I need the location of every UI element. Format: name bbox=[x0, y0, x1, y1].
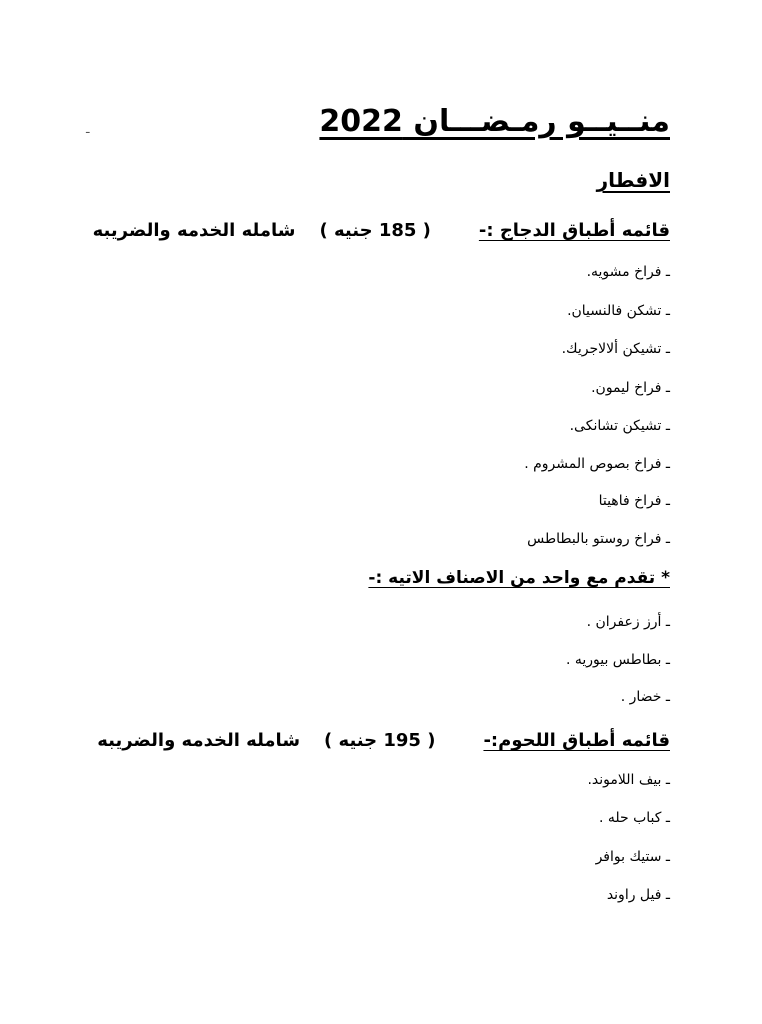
chicken-item-2: ـ تشكن فالنسيان. bbox=[567, 303, 670, 319]
chicken-item-1: ـ فراخ مشويه. bbox=[586, 264, 670, 280]
meat-price: ( 195 جنيه ) bbox=[324, 730, 436, 751]
chicken-service-note: شامله الخدمه والضريبه bbox=[92, 220, 296, 241]
chicken-item-5: ـ تشيكن تشانكى. bbox=[569, 418, 670, 434]
sides-note-heading: * تقدم مع واحد من الاصناف الاتيه :- bbox=[368, 568, 670, 588]
menu-title: منــيــو رمـضـــان 2022 bbox=[319, 104, 670, 139]
meat-item-1: ـ بيف اللاموند. bbox=[587, 772, 670, 788]
side-item-1: ـ أرز زعفران . bbox=[586, 614, 670, 630]
meat-category-label: قائمه أطباق اللحوم:- bbox=[483, 730, 670, 751]
meat-item-2: ـ كباب حله . bbox=[598, 810, 670, 826]
meat-service-note: شامله الخدمه والضريبه bbox=[97, 730, 301, 751]
chicken-item-8: ـ فراخ روستو بالبطاطس bbox=[527, 531, 670, 547]
chicken-category-heading bbox=[93, 220, 670, 241]
chicken-item-3: ـ تشيكن ألالاجريك. bbox=[561, 341, 670, 357]
meat-item-3: ـ ستيك بوافر bbox=[595, 849, 670, 865]
meat-category-heading bbox=[97, 730, 670, 751]
side-item-2: ـ بطاطس بيوريه . bbox=[565, 652, 670, 668]
chicken-item-4: ـ فراخ ليمون. bbox=[591, 380, 670, 396]
chicken-item-6: ـ فراخ بصوص المشروم . bbox=[524, 456, 670, 472]
section-heading-iftar: الافطار bbox=[596, 168, 670, 192]
chicken-category-label: قائمه أطباق الدجاج :- bbox=[478, 220, 670, 241]
chicken-price: ( 185 جنيه ) bbox=[319, 220, 431, 241]
side-item-3: ـ خضار . bbox=[620, 689, 670, 705]
meat-item-4: ـ فيل راوند bbox=[606, 887, 670, 903]
chicken-item-7: ـ فراخ فاهيتا bbox=[598, 493, 670, 509]
stray-mark: ـ bbox=[86, 122, 90, 136]
